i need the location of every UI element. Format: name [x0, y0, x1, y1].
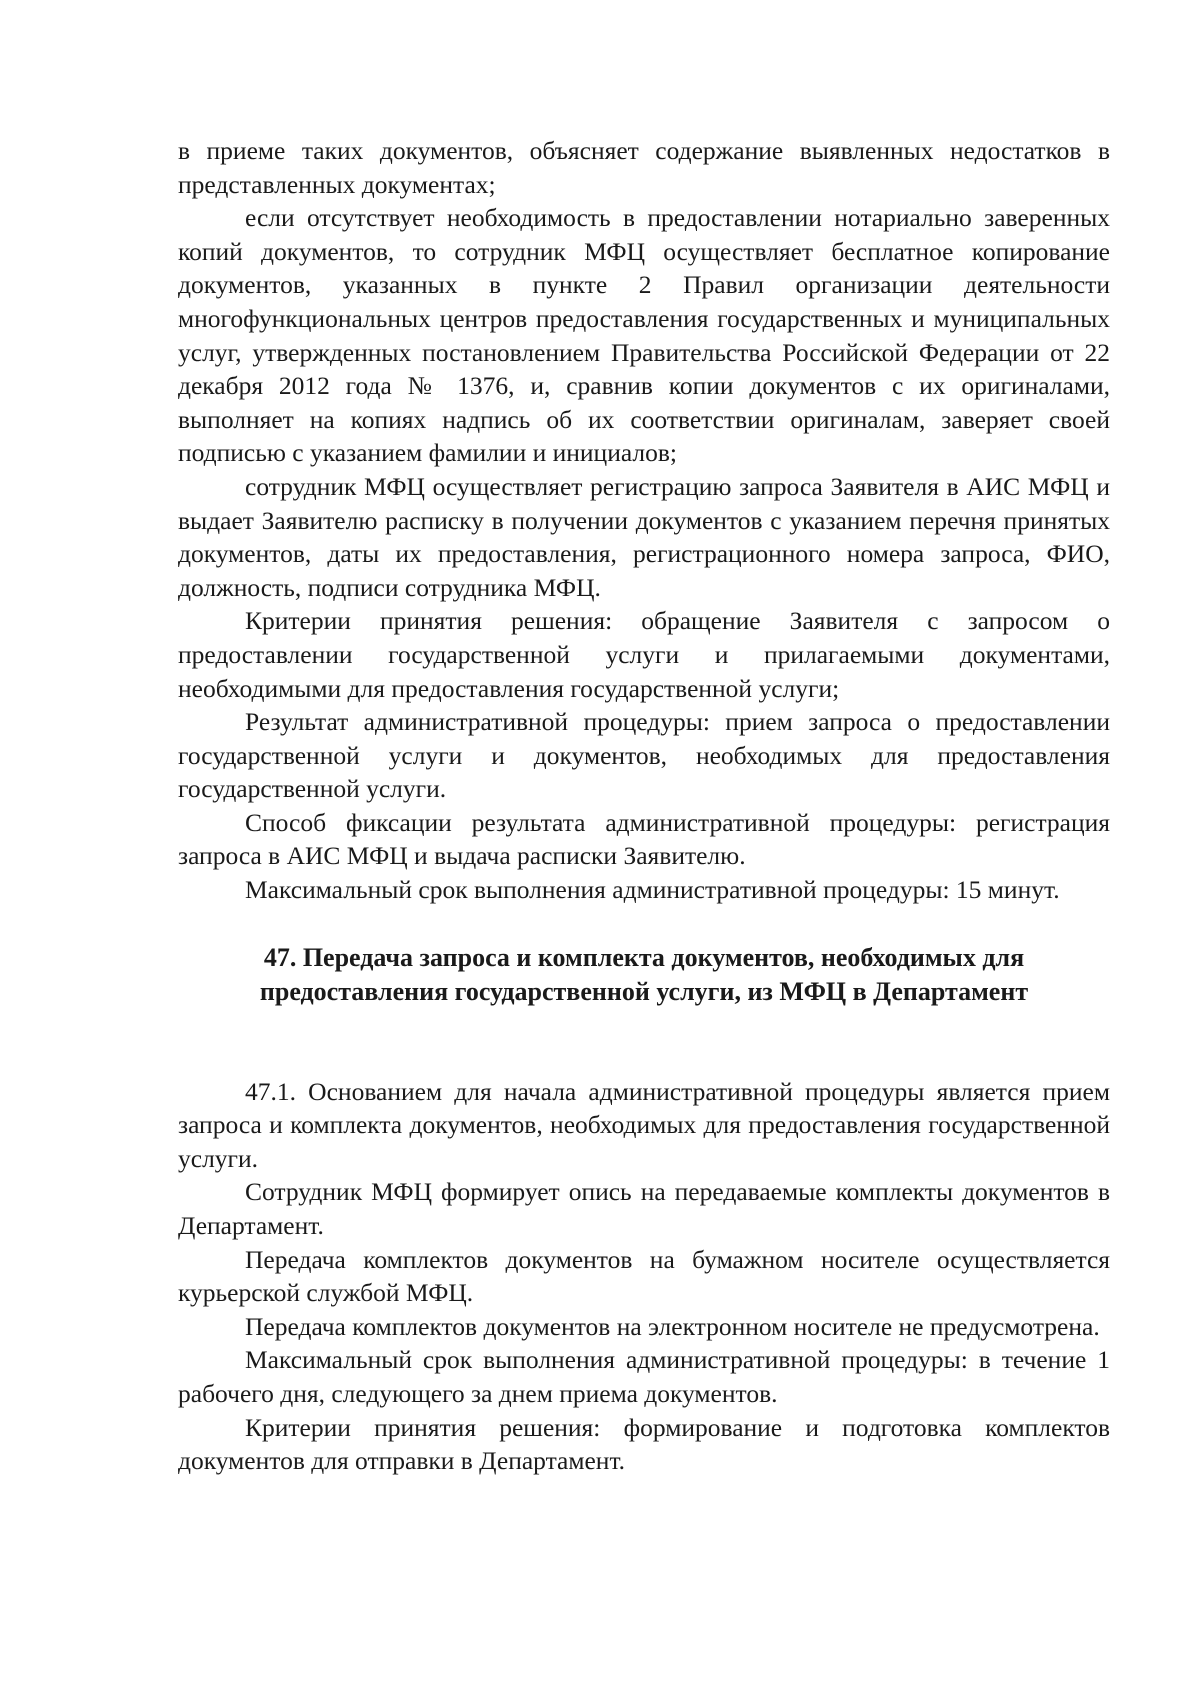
spacer [178, 1009, 1110, 1075]
paragraph-transfer-duration: Максимальный срок выполнения административной процедуры: в течение 1 рабочего дня, следующего за днем приема документов. [178, 1345, 1110, 1408]
paragraph-registration: сотрудник МФЦ осуществляет регистрацию запроса Заявителя в АИС МФЦ и выдает Заявителю расписку в получении документов с указанием перечня принятых документов, даты их предоставления, регистрационного номера запроса, ФИО, должность, подписи сотрудника МФЦ. [178, 471, 1110, 602]
spacer [178, 907, 1110, 941]
paragraph-procedure-basis: 47.1. Основанием для начала административной процедуры является прием запроса и комплекта документов, необходимых для предоставления государственной услуги. [178, 1076, 1110, 1173]
section-heading: 47. Передача запроса и комплекта документов, необходимых для предоставления государственной услуги, из МФЦ в Департамент [259, 942, 1029, 1006]
paragraph-decision-criteria: Критерии принятия решения: обращение Заявителя с запросом о предоставлении государственной услуги и прилагаемыми документами, необходимыми для предоставления государственной услуги; [178, 606, 1110, 703]
paragraph-result-recording: Способ фиксации результата административной процедуры: регистрация запроса в АИС МФЦ и выдача расписки Заявителю. [178, 807, 1110, 871]
paragraph-electronic-transfer: Передача комплектов документов на электронном носителе не предусмотрена. [245, 1311, 1100, 1341]
document-body [178, 134, 1110, 1478]
paragraph-inventory: Сотрудник МФЦ формирует опись на передаваемые комплекты документов в Департамент. [178, 1177, 1110, 1241]
paragraph-max-duration: Максимальный срок выполнения административной процедуры: 15 минут. [245, 875, 1060, 905]
paragraph-reception-deficiencies: в приеме таких документов, объясняет содержание выявленных недостатков в представленных документах; [178, 136, 1110, 199]
paragraph-transfer-criteria: Критерии принятия решения: формирование и подготовка комплектов документов для отправки в Департамент. [178, 1412, 1110, 1476]
paragraph-copying-documents: если отсутствует необходимость в предоставлении нотариально заверенных копий документов, то сотрудник МФЦ осуществляет бесплатное копирование документов, указанных в пункте 2 Правил организации деятельности многофункциональных центров предоставления государственных и муниципальных услуг, утвержденных постановлением Правительства Российской Федерации от 22 декабря 2012 года № 1376, и, сравнив копии документов с их оригиналами, выполняет на копиях надпись об их соответствии оригиналам, заверяет своей подписью с указанием фамилии и инициалов; [178, 203, 1110, 468]
paragraph-procedure-result: Результат административной процедуры: прием запроса о предоставлении государственной услуги и документов, необходимых для предоставления государственной услуги. [178, 707, 1110, 804]
paragraph-paper-transfer: Передача комплектов документов на бумажном носителе осуществляется курьерской службой МФЦ. [178, 1244, 1110, 1308]
